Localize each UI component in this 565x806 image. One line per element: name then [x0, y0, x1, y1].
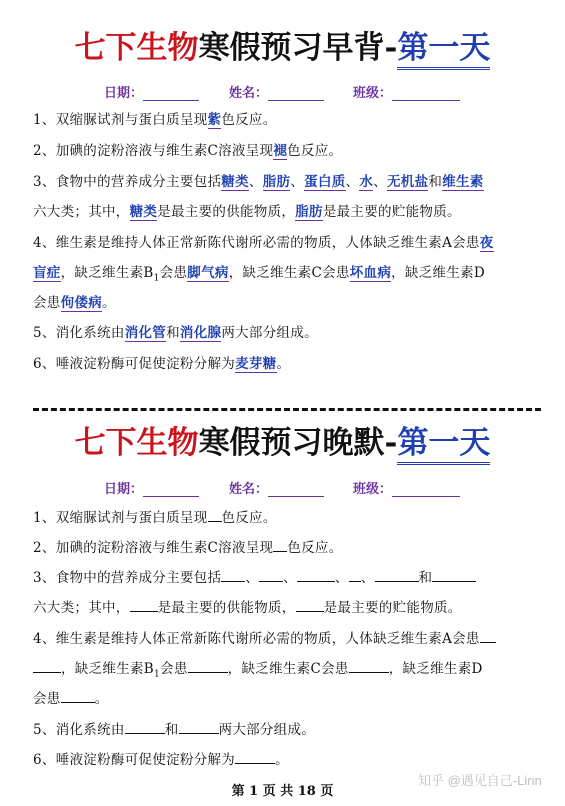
morning-item-4-cont: 盲症，缺乏维生素$B_1$会患脚气病，缺乏维生素C会患坏血病，缺乏维生素D: [33, 265, 486, 284]
class-label: 班级：: [353, 86, 393, 101]
answer: 维生素: [442, 174, 484, 190]
morning-item-1: 1、双缩脲试剂与蛋白质呈现紫色反应。: [33, 112, 277, 128]
morning-title: [0, 28, 565, 68]
title-subject: 七下生物: [74, 425, 199, 461]
answer: 脚气病: [187, 265, 229, 281]
answer: 水: [359, 174, 374, 190]
evening-info-row: [0, 478, 565, 498]
watermark: 知乎 @遇见自己-Linn: [418, 773, 542, 788]
morning-item-5: 5、消化系统由消化管和消化腺两大部分组成。: [33, 325, 318, 341]
blank[interactable]: [208, 507, 222, 522]
answer: 无机盐: [386, 174, 429, 190]
answer: 紫: [207, 112, 222, 128]
blank[interactable]: [33, 658, 61, 673]
answer: 糖类: [129, 204, 158, 220]
answer: 夜: [479, 235, 494, 251]
blank[interactable]: [349, 658, 389, 673]
title-subject: 七下生物: [74, 30, 199, 66]
answer: 脂肪: [262, 174, 291, 190]
blank[interactable]: [480, 628, 496, 643]
blank[interactable]: [349, 567, 361, 582]
answer: 佝偻病: [60, 295, 103, 311]
morning-item-3-cont: 六大类；其中，糖类是最主要的供能物质，脂肪是最主要的贮能物质。: [33, 204, 461, 220]
class-label: 班级：: [353, 482, 393, 497]
evening-item-3-cont: 六大类；其中， 是最主要的供能物质， 是最主要的贮能物质。: [33, 597, 462, 618]
page-footer: 第 1 页 共 18 页: [231, 784, 334, 799]
name-field[interactable]: [229, 82, 324, 101]
blank[interactable]: [375, 567, 419, 582]
answer: 盲症: [33, 265, 61, 281]
title-main: 寒假预习早背-: [198, 30, 398, 66]
evening-item-5: 5、消化系统由 和 两大部分组成。: [33, 719, 315, 740]
blank[interactable]: [235, 749, 275, 764]
blank[interactable]: [273, 537, 287, 552]
class-field[interactable]: [353, 478, 460, 497]
evening-item-4-cont: ，缺乏维生素$B_1$会患 ，缺乏维生素C会患 ，缺乏维生素D: [33, 658, 483, 685]
morning-item-3: 3、食物中的营养成分主要包括糖类、脂肪、蛋白质、水、无机盐和维生素: [33, 174, 484, 190]
blank[interactable]: [296, 597, 324, 612]
answer: 坏血病: [349, 265, 392, 281]
evening-item-4: 4、维生素是维持人体正常新陈代谢所必需的物质，人体缺乏维生素A会患: [33, 628, 496, 649]
evening-item-6: 6、唾液淀粉酶可促使淀粉分解为 。: [33, 749, 289, 770]
morning-item-2: 2、加碘的淀粉溶液与维生素C溶液呈现褪色反应。: [33, 143, 343, 159]
answer: 糖类: [221, 174, 249, 190]
evening-item-3: 3、食物中的营养成分主要包括 、 、 、 、 和: [33, 567, 476, 588]
date-label: 日期：: [104, 482, 144, 497]
answer: 消化腺: [179, 325, 222, 341]
morning-item-4-cont2: 会患佝偻病。: [33, 295, 116, 311]
name-field[interactable]: [229, 478, 324, 497]
blank[interactable]: [179, 719, 219, 734]
section-divider: [33, 408, 541, 411]
blank[interactable]: [432, 567, 476, 582]
title-day: 第一天: [397, 30, 491, 66]
morning-item-6: 6、唾液淀粉酶可促使淀粉分解为麦芽糖。: [33, 356, 291, 372]
title-day: 第一天: [397, 425, 491, 461]
blank[interactable]: [130, 597, 158, 612]
blank[interactable]: [125, 719, 165, 734]
evening-title: [0, 423, 565, 463]
answer: 脂肪: [295, 204, 323, 220]
evening-item-4-cont2: 会患 。: [33, 688, 108, 709]
blank[interactable]: [297, 567, 335, 582]
date-label: 日期：: [104, 86, 144, 101]
class-field[interactable]: [353, 82, 460, 101]
date-field[interactable]: [104, 82, 199, 101]
name-label: 姓名：: [229, 86, 269, 101]
evening-item-1: 1、双缩脲试剂与蛋白质呈现 色反应。: [33, 507, 277, 528]
blank[interactable]: [221, 567, 245, 582]
answer: 蛋白质: [304, 174, 346, 190]
answer: 消化管: [124, 325, 167, 341]
answer: 麦芽糖: [235, 356, 277, 372]
blank[interactable]: [259, 567, 283, 582]
morning-item-4: 4、维生素是维持人体正常新陈代谢所必需的物质，人体缺乏维生素A会患夜: [33, 235, 494, 251]
blank[interactable]: [188, 658, 228, 673]
title-main: 寒假预习晚默-: [198, 425, 398, 461]
blank[interactable]: [61, 688, 95, 703]
name-label: 姓名：: [229, 482, 269, 497]
morning-info-row: [0, 82, 565, 102]
answer: 褪: [273, 143, 288, 159]
evening-item-2: 2、加碘的淀粉溶液与维生素C溶液呈现 色反应。: [33, 537, 343, 558]
date-field[interactable]: [104, 478, 199, 497]
